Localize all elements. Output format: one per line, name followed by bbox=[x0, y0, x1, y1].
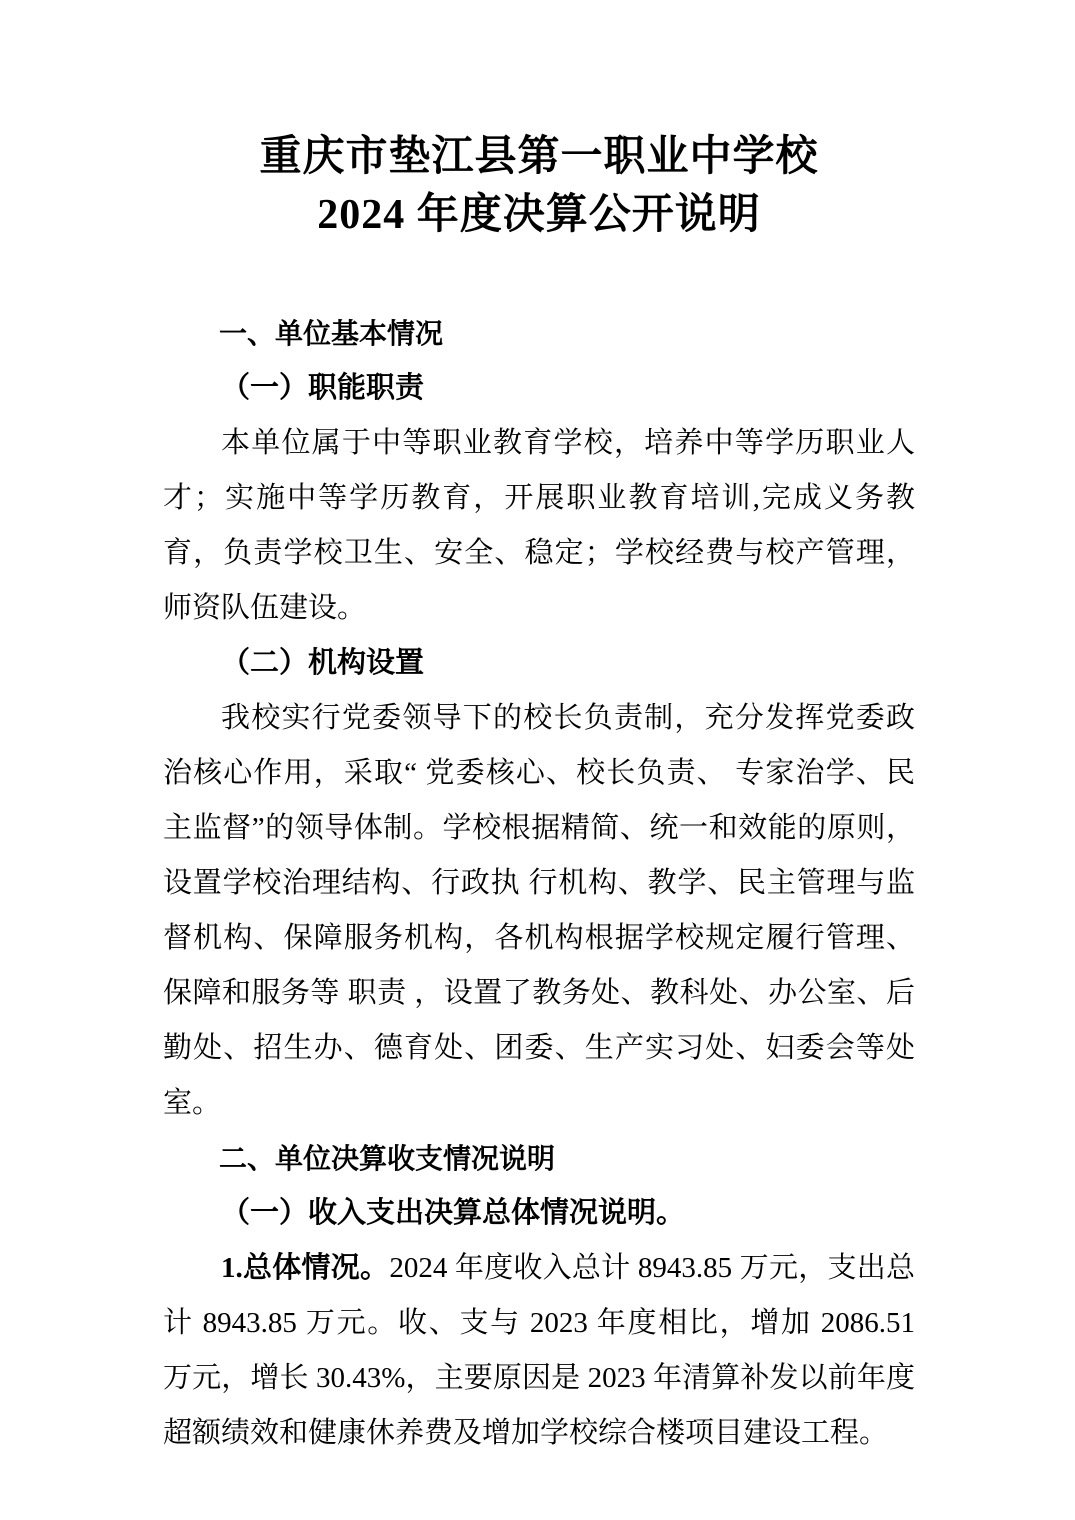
document-content bbox=[163, 0, 915, 1461]
document-title-line2: 2024 年度决算公开说明 bbox=[317, 192, 761, 238]
subsection-heading-duties: （一）职能职责 bbox=[221, 372, 425, 404]
subsection-heading-overview: （一）收入支出决算总体情况说明。 bbox=[221, 1197, 686, 1229]
paragraph-duties: 本单位属于中等职业教育学校，培养中等学历职业人才；实施中等学历教育，开展职业教育培训,完成义务教育，负责学校卫生、安全、稳定；学校经费与校产管理，师资队伍建设。 bbox=[163, 427, 915, 624]
document-title-line1: 重庆市垫江县第一职业中学校 bbox=[259, 134, 819, 180]
document-title bbox=[163, 128, 915, 244]
paragraph-overview-text: 2024 年度收入总计 8943.85 万元，支出总计 8943.85 万元。收、支与 2023 年度相比，增加 2086.51 万元，增长 30.43%，主要原因是 2023 年清算补发以前年度超额绩效和健康休养费及增加学校综合楼项目建设工程。 bbox=[163, 1252, 915, 1449]
subsection-heading-organization: （二）机构设置 bbox=[221, 647, 425, 679]
section-heading-basic-info: 一、单位基本情况 bbox=[219, 318, 444, 349]
document-body bbox=[163, 306, 915, 1461]
paragraph-overview bbox=[163, 1241, 915, 1461]
paragraph-organization: 我校实行党委领导下的校长负责制，充分发挥党委政治核心作用，采取“ 党委核心、校长负责、 专家治学、民主监督”的领导体制。学校根据精简、统一和效能的原则，设置学校治理结构、行政执 行机构、教学、民主管理与监督机构、保障服务机构，各机构根据学校规定履行管理、保障和服务等 职责 ，设置了教务处、教科处、办公室、后勤处、招生办、德育处、团委、生产实习处、妇委会等处室。 bbox=[163, 702, 915, 1119]
section-heading-budget: 二、单位决算收支情况说明 bbox=[219, 1143, 556, 1174]
paragraph-overview-lead: 1.总体情况。 bbox=[221, 1252, 390, 1284]
